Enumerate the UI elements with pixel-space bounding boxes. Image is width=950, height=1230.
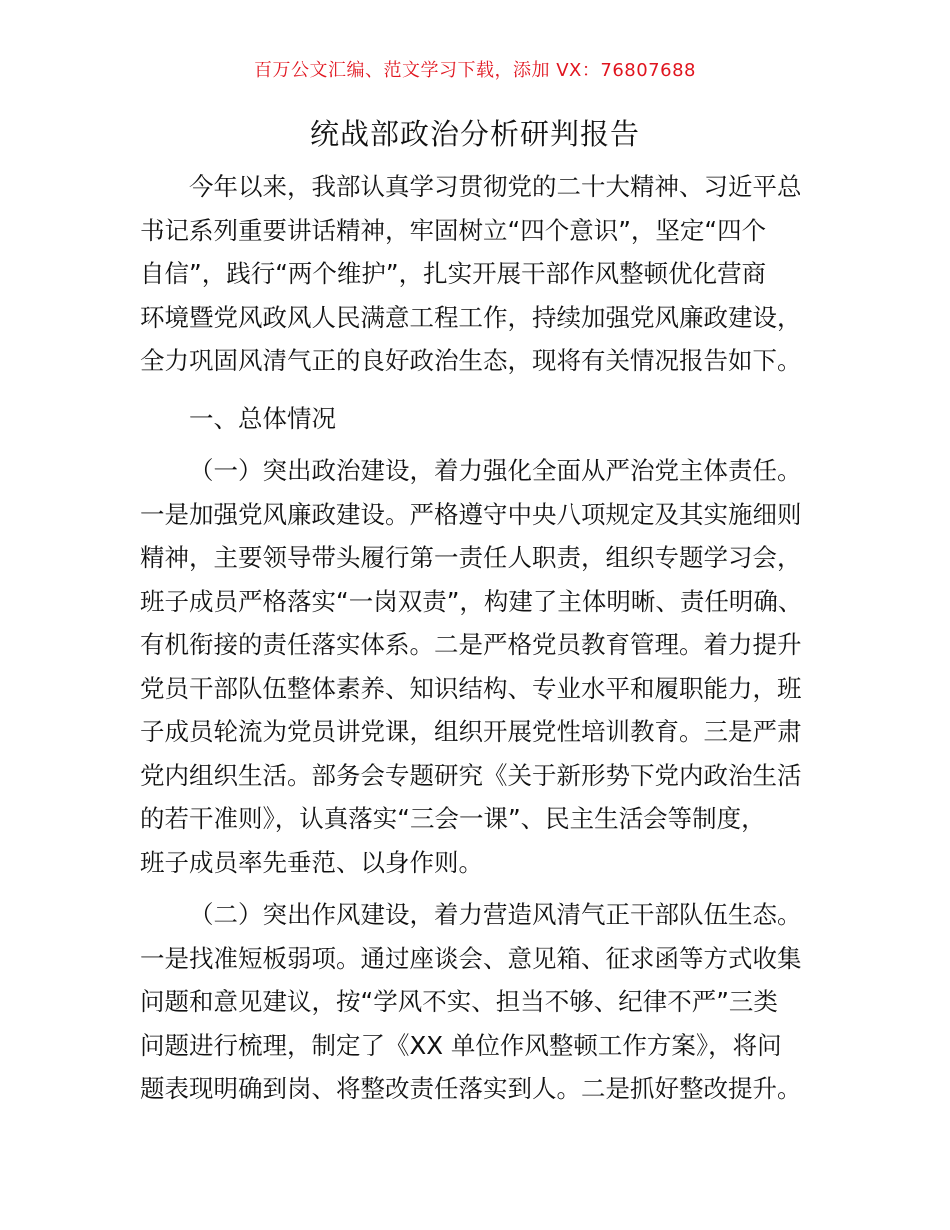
document-title: 统战部政治分析研判报告 xyxy=(309,117,640,151)
subsection-heading: （二）突出作风建设，着力营造风清气正干部队伍生态。 xyxy=(189,900,802,929)
text-line: 问题进行梳理，制定了《XX 单位作风整顿工作方案》，将问 xyxy=(140,1030,782,1060)
text-line: 的若干准则》，认真落实“三会一课”、民主生活会等制度， xyxy=(140,804,766,833)
paragraph-intro xyxy=(140,165,820,383)
text-line: 书记系列重要讲话精神，牢固树立“四个意识”，坚定“四个 xyxy=(140,215,767,245)
text-line: 问题和意见建议，按“学风不实、担当不够、纪律不严”三类 xyxy=(140,987,778,1016)
text-line: 今年以来，我部认真学习贯彻党的二十大精神、习近平总 xyxy=(189,172,802,201)
paragraph-style-construction xyxy=(140,893,820,1111)
text-line: 班子成员严格落实“一岗双责”，构建了主体明晰、责任明确、 xyxy=(140,586,803,616)
text-line: 党员干部队伍整体素养、知识结构、专业水平和履职能力，班 xyxy=(140,673,802,703)
text-line: 全力巩固风清气正的良好政治生态，现将有关情况报告如下。 xyxy=(140,346,802,375)
text-line: 一是找准短板弱项。通过座谈会、意见箱、征求函等方式收集 xyxy=(140,943,802,973)
text-line: 精神，主要领导带头履行第一责任人职责，组织专题学习会， xyxy=(140,543,802,572)
text-line: 子成员轮流为党员讲党课，组织开展党性培训教育。三是严肃 xyxy=(140,717,802,746)
text-line: 有机衔接的责任落实体系。二是严格党员教育管理。着力提升 xyxy=(140,630,802,659)
subsection-heading: （一）突出政治建设，着力强化全面从严治党主体责任。 xyxy=(189,456,802,485)
text-line: 一是加强党风廉政建设。严格遵守中央八项规定及其实施细则 xyxy=(140,499,802,529)
watermark-header-note: 百万公文汇编、范文学习下载，添加 VX：76807688 xyxy=(254,60,696,81)
section-heading-overall xyxy=(140,397,820,441)
section-heading: 一、总体情况 xyxy=(189,404,336,433)
text-line: 题表现明确到岗、将整改责任落实到人。二是抓好整改提升。 xyxy=(140,1074,802,1103)
text-line: 班子成员率先垂范、以身作则。 xyxy=(140,847,483,877)
paragraph-political-construction xyxy=(140,449,820,884)
text-line: 党内组织生活。部务会专题研究《关于新形势下党内政治生活 xyxy=(140,760,802,790)
text-line: 环境暨党风政风人民满意工程工作，持续加强党风廉政建设， xyxy=(140,302,802,332)
text-line: 自信”，践行“两个维护”，扎实开展干部作风整顿优化营商 xyxy=(140,259,767,288)
